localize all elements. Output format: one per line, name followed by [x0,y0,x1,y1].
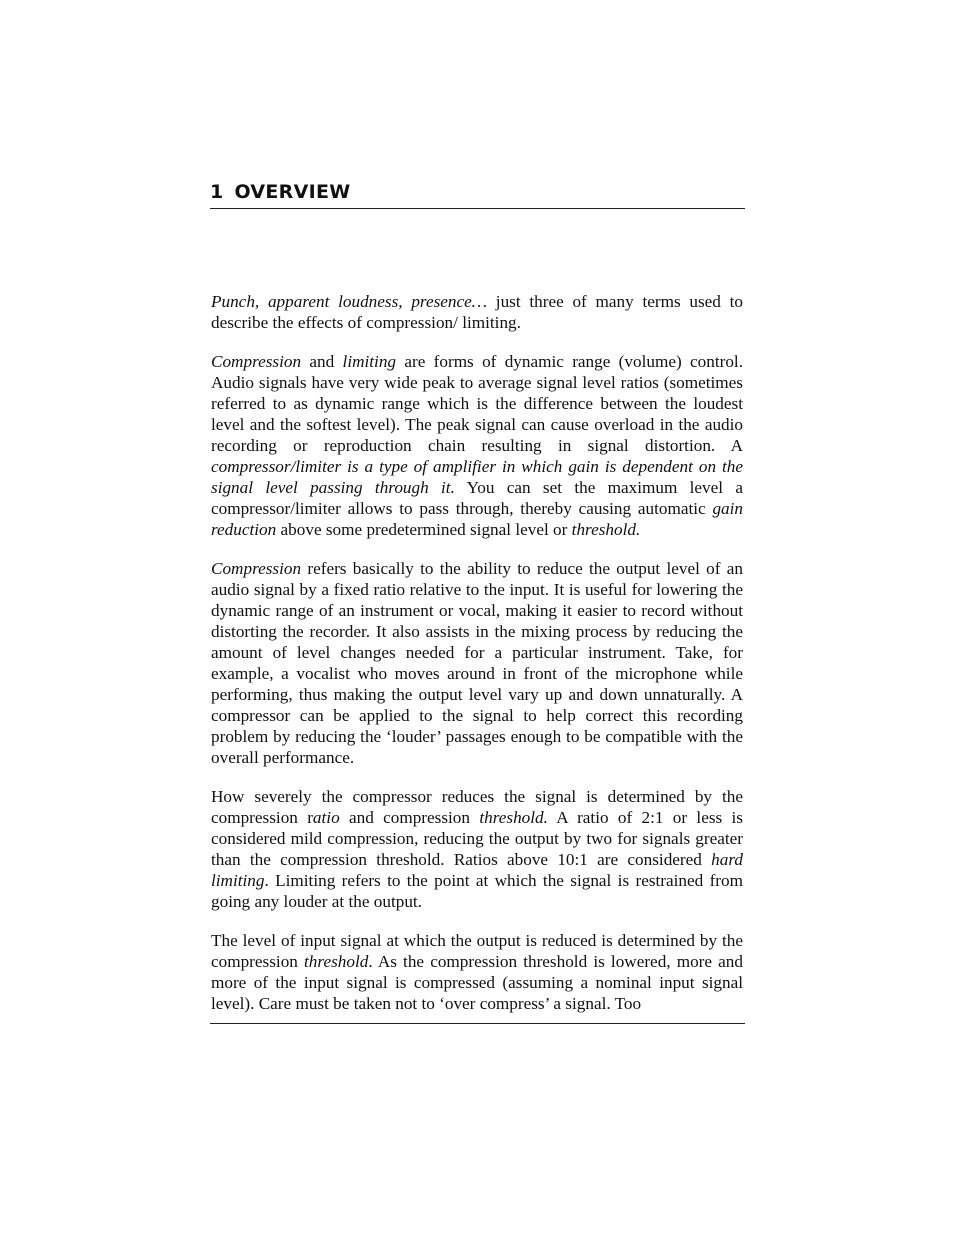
compressor-definition: compressor/limiter is a type of amplifier in which gain is dependent on the signal level passing through it. [211,457,743,497]
text-fragment: are forms of dynamic range (volume) control. Audio signals have very wide peak to average signal level ratios (sometimes referred to as dynamic range which is the difference between the loudest level and the softest level). The peak signal can cause overload in the audio recording or reproduction chain resulting in signal distortion. A [211,352,743,455]
text-fragment: How severely the compressor reduces the signal is determined by the compression r [211,787,743,827]
term-ratio: atio [312,808,340,827]
term-threshold: threshold [304,952,369,971]
section-heading [210,180,744,204]
text-fragment: and compression [339,808,480,827]
section-title: OVERVIEW [234,181,351,203]
text-fragment: . Limiting refers to the point at which the signal is restrained from going any louder at the output. [211,871,743,911]
text-fragment: A ratio of 2:1 or less is considered mild compression, reducing the output by two for signals greater than the compression threshold. Ratios above 10:1 are considered [211,808,743,869]
text-fragment: and [301,352,343,371]
paragraph-intro [211,291,743,333]
term-threshold: threshold. [571,520,641,539]
term-threshold: threshold. [479,808,548,827]
term-compression: Compression [211,559,302,578]
text-fragment: . As the compression threshold is lowered, more and more of the input signal is compressed (assuming a nominal input signal level). Care must be taken not to ‘over compress’ a signal. Too [211,952,743,1013]
paragraph-threshold [211,930,743,1014]
term-compression: Compression [211,352,302,371]
text-fragment: refers basically to the ability to reduce the output level of an audio signal by a fixed ratio relative to the input. It is useful for lowering the dynamic range of an instrument or vocal, making it easier to record without distorting the recorder. It also assists in the mixing process by reducing the amount of level changes needed for a particular instrument. Take, for example, a vocalist who moves around in front of the microphone while performing, thus making the output level vary up and down unnaturally. A compressor can be applied to the signal to help correct this recording problem by reducing the ‘louder’ passages enough to be compatible with the overall performance. [211,559,743,767]
term-limiting: limiting [342,352,397,371]
text-fragment: above some predetermined signal level or [276,520,572,539]
paragraph-compression [211,558,743,768]
intro-text: just three of many terms used to describe the effects of compression/ limiting. [211,292,743,332]
header-rule [210,208,745,209]
paragraph-definition [211,351,743,540]
paragraph-ratio [211,786,743,912]
term-gain-reduction: gain reduction [211,499,743,539]
text-fragment: The level of input signal at which the output is reduced is determined by the compression [211,931,743,971]
text-fragment: You can set the maximum level a compressor/limiter allows to pass through, thereby causing automatic [211,478,743,518]
footer-rule [210,1023,745,1024]
term-hard-limiting: hard limiting [211,850,743,890]
intro-italic: Punch, apparent loudness, presence… [211,292,488,311]
section-number: 1 [210,181,224,203]
body-text [211,291,743,1021]
